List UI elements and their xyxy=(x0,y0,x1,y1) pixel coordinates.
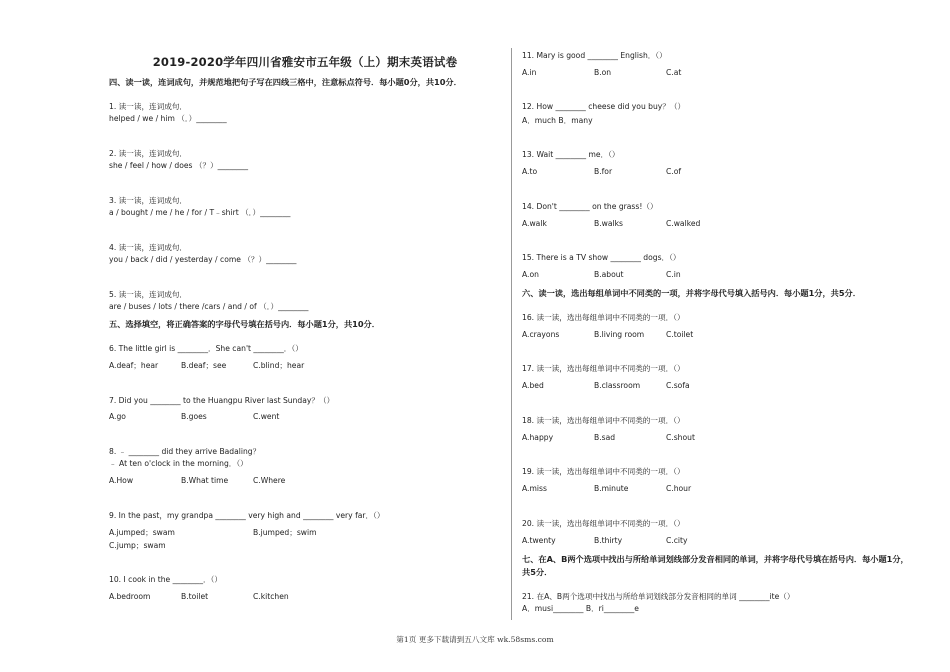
q12-options: A．much B．many xyxy=(522,116,593,125)
q8-reply: ﹣ At ten o'clock in the morning．（） xyxy=(109,459,248,468)
q18-option-b: B.sad xyxy=(594,433,616,442)
q19-option-b: B.minute xyxy=(594,484,629,493)
q16-options xyxy=(522,330,922,340)
q9-text: 9. In the past，my grandpa ________ very high and ________ very far．（） xyxy=(109,511,385,520)
q16-option-c: C.toilet xyxy=(666,330,694,339)
q7-option-a: A.go xyxy=(109,412,126,421)
q7-options xyxy=(109,412,509,422)
q7-option-b: B.goes xyxy=(181,412,207,421)
q6-option-c: C.blind；hear xyxy=(253,361,305,370)
q12-text: 12. How ________ cheese did you buy？（） xyxy=(522,102,686,111)
q8-option-b: B.What time xyxy=(181,476,229,485)
q9-option-b: B.jumped；swim xyxy=(253,528,317,537)
q8-options xyxy=(109,476,509,486)
q17-options xyxy=(522,381,922,391)
q17-text: 17. 读一读，选出每组单词中不同类的一项．（） xyxy=(522,364,685,373)
q19-text: 19. 读一读，选出每组单词中不同类的一项．（） xyxy=(522,467,685,476)
q13-options xyxy=(522,167,922,177)
q15-option-b: B.about xyxy=(594,270,624,279)
q7-option-c: C.went xyxy=(253,412,280,421)
q14-option-c: C.walked xyxy=(666,219,701,228)
q14-option-a: A.walk xyxy=(522,219,547,228)
section-4-heading: 四、读一读，连词成句，并规范地把句子写在四线三格中，注意标点符号．每小题0分，共10分． xyxy=(109,77,462,87)
q16-option-b: B.living room xyxy=(594,330,645,339)
q11-options xyxy=(522,68,922,78)
section-7-heading: 七、在A、B两个选项中找出与所给单词划线部分发音相同的单词，并将字母代号填在括号内．每小题1分， xyxy=(522,554,909,564)
q17-option-b: B.classroom xyxy=(594,381,641,390)
q4-instruction: 4. 读一读，连词成句． xyxy=(109,243,188,252)
q21-options: A．musi________ B．ri________e xyxy=(522,604,639,613)
q5-instruction: 5. 读一读，连词成句． xyxy=(109,290,188,299)
q20-option-a: A.twenty xyxy=(522,536,556,545)
q10-option-a: A.bedroom xyxy=(109,592,151,601)
q10-option-b: B.toilet xyxy=(181,592,209,601)
section-7-heading-cont: 共5分． xyxy=(522,567,553,577)
q11-text: 11. Mary is good ________ English．（） xyxy=(522,51,667,60)
q10-text: 10. I cook in the ________．（） xyxy=(109,575,222,584)
q13-option-c: C.of xyxy=(666,167,682,176)
page-title: 2019-2020学年四川省雅安市五年级（上）期末英语试卷 xyxy=(152,55,458,69)
q2-prompt: she / feel / how / does （？）________ xyxy=(109,161,249,170)
q19-options xyxy=(522,484,922,494)
q15-option-a: A.on xyxy=(522,270,539,279)
q11-option-a: A.in xyxy=(522,68,537,77)
section-5-heading: 五、选择填空，将正确答案的字母代号填在括号内．每小题1分，共10分． xyxy=(109,319,380,329)
q8-option-a: A.How xyxy=(109,476,134,485)
q11-option-c: C.at xyxy=(666,68,682,77)
q2-instruction: 2. 读一读，连词成句． xyxy=(109,149,188,158)
q9-options xyxy=(109,528,509,538)
q19-option-a: A.miss xyxy=(522,484,547,493)
q1-instruction: 1. 读一读，连词成句． xyxy=(109,102,188,111)
q3-prompt: a / bought / me / he / for / T﹣shirt （．）________ xyxy=(109,208,291,217)
q7-text: 7. Did you ________ to the Huangpu River last Sunday？（） xyxy=(109,396,335,405)
q16-text: 16. 读一读，选出每组单词中不同类的一项．（） xyxy=(522,313,685,322)
q13-option-b: B.for xyxy=(594,167,613,176)
q19-option-c: C.hour xyxy=(666,484,692,493)
q20-option-c: C.city xyxy=(666,536,688,545)
q17-option-c: C.sofa xyxy=(666,381,690,390)
q13-option-a: A.to xyxy=(522,167,538,176)
q13-text: 13. Wait ________ me．（） xyxy=(522,150,620,159)
q6-option-b: B.deaf；see xyxy=(181,361,227,370)
q6-text: 6. The little girl is ________．She can't ________．（） xyxy=(109,344,303,353)
q9-option-c: C.jump；swam xyxy=(109,541,166,550)
q18-options xyxy=(522,433,922,443)
q15-option-c: C.in xyxy=(666,270,681,279)
q14-text: 14. Don't ________ on the grass!（） xyxy=(522,202,658,211)
q10-options xyxy=(109,592,509,602)
q1-prompt: helped / we / him （．）________ xyxy=(109,114,227,123)
q20-option-b: B.thirty xyxy=(594,536,623,545)
q6-options xyxy=(109,361,509,371)
q8-option-c: C.Where xyxy=(253,476,286,485)
q11-option-b: B.on xyxy=(594,68,612,77)
q15-options xyxy=(522,270,922,280)
q15-text: 15. There is a TV show ________ dogs．（） xyxy=(522,253,681,262)
q14-options xyxy=(522,219,922,229)
q9-option-a: A.jumped；swam xyxy=(109,528,175,537)
q21-text: 21. 在A、B两个选项中找出与所给单词划线部分发音相同的单词 ________ite（） xyxy=(522,592,795,601)
q18-option-c: C.shout xyxy=(666,433,695,442)
q14-option-b: B.walks xyxy=(594,219,623,228)
q6-option-a: A.deaf；hear xyxy=(109,361,159,370)
q18-option-a: A.happy xyxy=(522,433,554,442)
q18-text: 18. 读一读，选出每组单词中不同类的一项．（） xyxy=(522,416,685,425)
q20-text: 20. 读一读，选出每组单词中不同类的一项．（） xyxy=(522,519,685,528)
q17-option-a: A.bed xyxy=(522,381,544,390)
page-footer: 第1页 更多下载请到五八文库 wk.58sms.com xyxy=(396,635,554,644)
q8-text: 8. ﹣ ________ did they arrive Badaling？ xyxy=(109,447,261,456)
section-6-heading: 六、读一读，选出每组单词中不同类的一项，并将字母代号填入括号内．每小题1分，共5分． xyxy=(522,288,861,298)
q16-option-a: A.crayons xyxy=(522,330,560,339)
q4-prompt: you / back / did / yesterday / come （？）________ xyxy=(109,255,297,264)
q20-options xyxy=(522,536,922,546)
q3-instruction: 3. 读一读，连词成句． xyxy=(109,196,188,205)
q10-option-c: C.kitchen xyxy=(253,592,289,601)
column-divider xyxy=(511,48,512,620)
q5-prompt: are / buses / lots / there /cars / and / of （．）________ xyxy=(109,302,309,311)
